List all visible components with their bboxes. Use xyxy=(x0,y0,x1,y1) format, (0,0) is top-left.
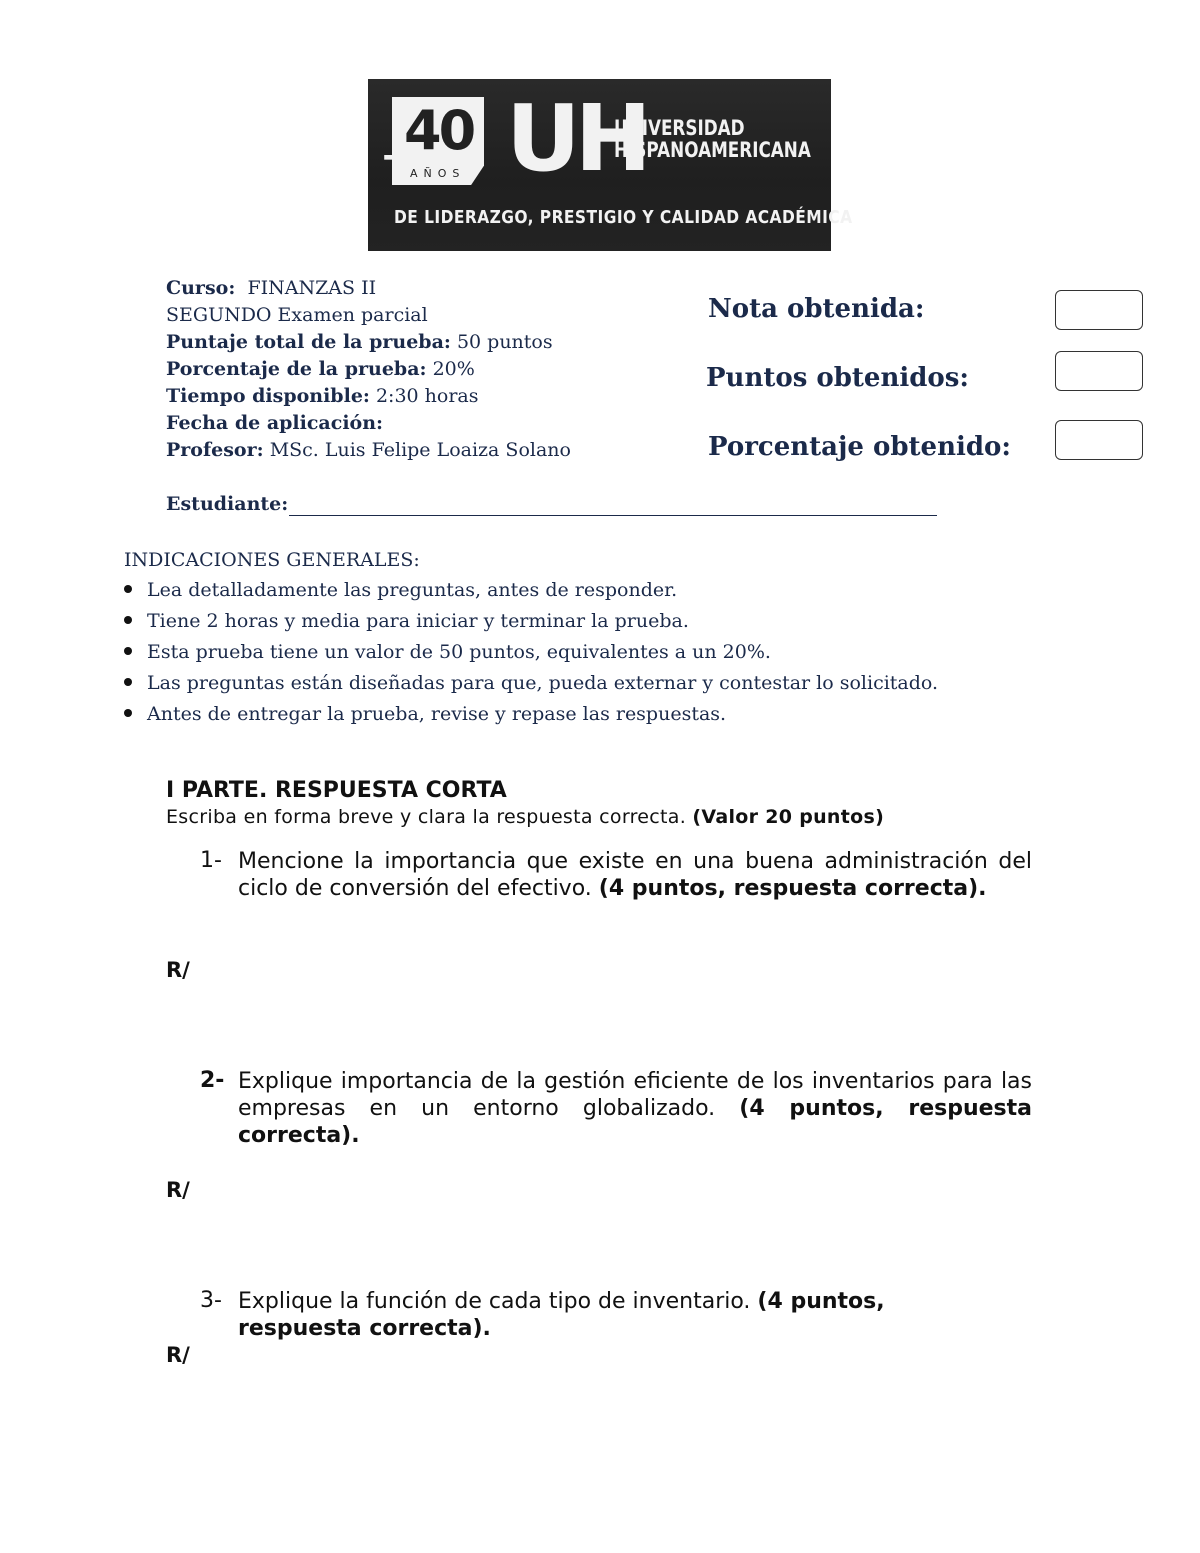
grade-box[interactable] xyxy=(1055,290,1143,330)
question-text: Mencione la importancia que existe en una buena administración del ciclo de conversión del efectivo. (4 puntos, respuesta correcta). xyxy=(238,849,1032,901)
instruction-item: Las preguntas están diseñadas para que, pueda externar y contestar lo solicitado. xyxy=(124,672,938,694)
student-label: Estudiante: xyxy=(166,493,289,515)
instruction-item: Esta prueba tiene un valor de 50 puntos, equivalentes a un 20%. xyxy=(124,641,771,663)
university-motto: DE LIDERAZGO, PRESTIGIO Y CALIDAD ACADÉMICA xyxy=(394,207,853,228)
anniversary-years: 40 xyxy=(404,99,474,162)
instruction-item: Tiene 2 horas y media para iniciar y terminar la prueba. xyxy=(124,610,689,632)
question-text: Explique la función de cada tipo de inventario. (4 puntos, respuesta correcta). xyxy=(238,1289,885,1341)
instruction-item: Lea detalladamente las preguntas, antes de responder. xyxy=(124,579,677,601)
time-line: Tiempo disponible: 2:30 horas xyxy=(166,385,479,407)
answer-label: R/ xyxy=(166,958,190,982)
bullet-icon xyxy=(124,647,132,655)
date-line: Fecha de aplicación: xyxy=(166,412,384,434)
question-number: 2- xyxy=(200,1068,225,1093)
course-line: Curso: FINANZAS II xyxy=(166,277,377,299)
university-initials: UH xyxy=(506,85,646,192)
total-score-line: Puntaje total de la prueba: 50 puntos xyxy=(166,331,553,353)
bullet-icon xyxy=(124,678,132,686)
instruction-item: Antes de entregar la prueba, revise y repase las respuestas. xyxy=(124,703,726,725)
bullet-icon xyxy=(124,709,132,717)
points-box[interactable] xyxy=(1055,351,1143,391)
part1-instruction: Escriba en forma breve y clara la respuesta correcta. (Valor 20 puntos) xyxy=(166,806,885,828)
anniversary-word: AÑOS xyxy=(410,167,466,180)
anniversary-plus: + xyxy=(380,134,414,180)
question-number: 1- xyxy=(200,848,222,873)
university-name: UNIVERSIDAD HISPANOAMERICANA xyxy=(614,116,811,162)
answer-label: R/ xyxy=(166,1343,190,1367)
bullet-icon xyxy=(124,616,132,624)
question-number: 3- xyxy=(200,1288,222,1313)
points-label: Puntos obtenidos: xyxy=(706,363,970,393)
part1-title: I PARTE. RESPUESTA CORTA xyxy=(166,778,507,803)
percent-obtained-label: Porcentaje obtenido: xyxy=(708,432,1011,462)
question-text: Explique importancia de la gestión eficiente de los inventarios para las empresas en un entorno globalizado. (4 puntos, respuesta correcta). xyxy=(238,1069,1032,1148)
student-name-field[interactable] xyxy=(289,515,937,516)
exam-percent-line: Porcentaje de la prueba: 20% xyxy=(166,358,475,380)
professor-line: Profesor: MSc. Luis Felipe Loaiza Solano xyxy=(166,439,571,461)
bullet-icon xyxy=(124,585,132,593)
grade-label: Nota obtenida: xyxy=(708,294,925,324)
answer-label: R/ xyxy=(166,1178,190,1202)
percent-obtained-box[interactable] xyxy=(1055,420,1143,460)
instructions-title: INDICACIONES GENERALES: xyxy=(124,549,420,571)
exam-title: SEGUNDO Examen parcial xyxy=(166,304,428,326)
university-logo xyxy=(368,79,853,251)
